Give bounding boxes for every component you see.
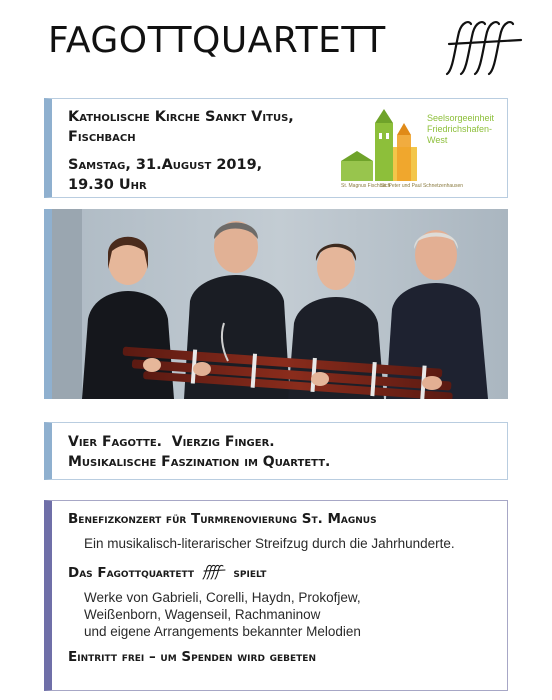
concert-subtitle: Ein musikalisch-literarischer Streifzug durch die Jahrhunderte.	[84, 536, 455, 551]
group-photo-icon	[52, 209, 508, 399]
venue-line-1: Katholische Kirche Sankt Vitus,	[68, 109, 294, 125]
venue-box	[44, 98, 508, 198]
works-line-2: Weißenborn, Wagenseil, Rachmaninow	[84, 607, 321, 622]
quartet-photo	[44, 209, 508, 399]
parish-logo	[337, 103, 501, 195]
program-heading-post: spielt	[233, 565, 267, 581]
concert-heading: Benefizkonzert für Turmrenovierung St. Magnus	[68, 511, 377, 527]
date-line-2: 19.30 Uhr	[68, 177, 147, 193]
tagline	[68, 432, 330, 472]
parish-name-line-1: Seelsorgeeinheit	[427, 113, 495, 123]
works-line-3: und eigene Arrangements bekannter Melodien	[84, 624, 361, 639]
tagline-box	[44, 422, 508, 480]
parish-name-line-2: Friedrichshafen-West	[427, 124, 493, 145]
page-title: FAGOTTQUARTETT	[48, 20, 386, 61]
venue-line-2: Fischbach	[68, 129, 136, 145]
admission-heading: Eintritt frei – um Spenden wird gebeten	[68, 649, 316, 665]
header	[0, 18, 552, 78]
program-heading-pre: Das Fagottquartett	[68, 565, 195, 581]
tagline-line-2: Musikalische Faszination im Quartett.	[68, 454, 331, 470]
info-box	[44, 500, 508, 691]
works-line-1: Werke von Gabrieli, Corelli, Haydn, Prokofjew,	[84, 590, 361, 605]
ffff-logo-icon	[439, 18, 531, 76]
parish-caption-1: St. Magnus Fischbach	[341, 183, 391, 189]
date-line-1: Samstag, 31.August 2019,	[68, 157, 263, 173]
tagline-line-1: Vier Fagotte. Vierzig Finger.	[68, 434, 275, 450]
ffff-mini-icon	[201, 564, 227, 580]
program-heading	[68, 564, 498, 581]
parish-caption-2: St. Peter und Paul Schnetzenhausen	[381, 183, 464, 189]
venue-text	[68, 107, 294, 195]
